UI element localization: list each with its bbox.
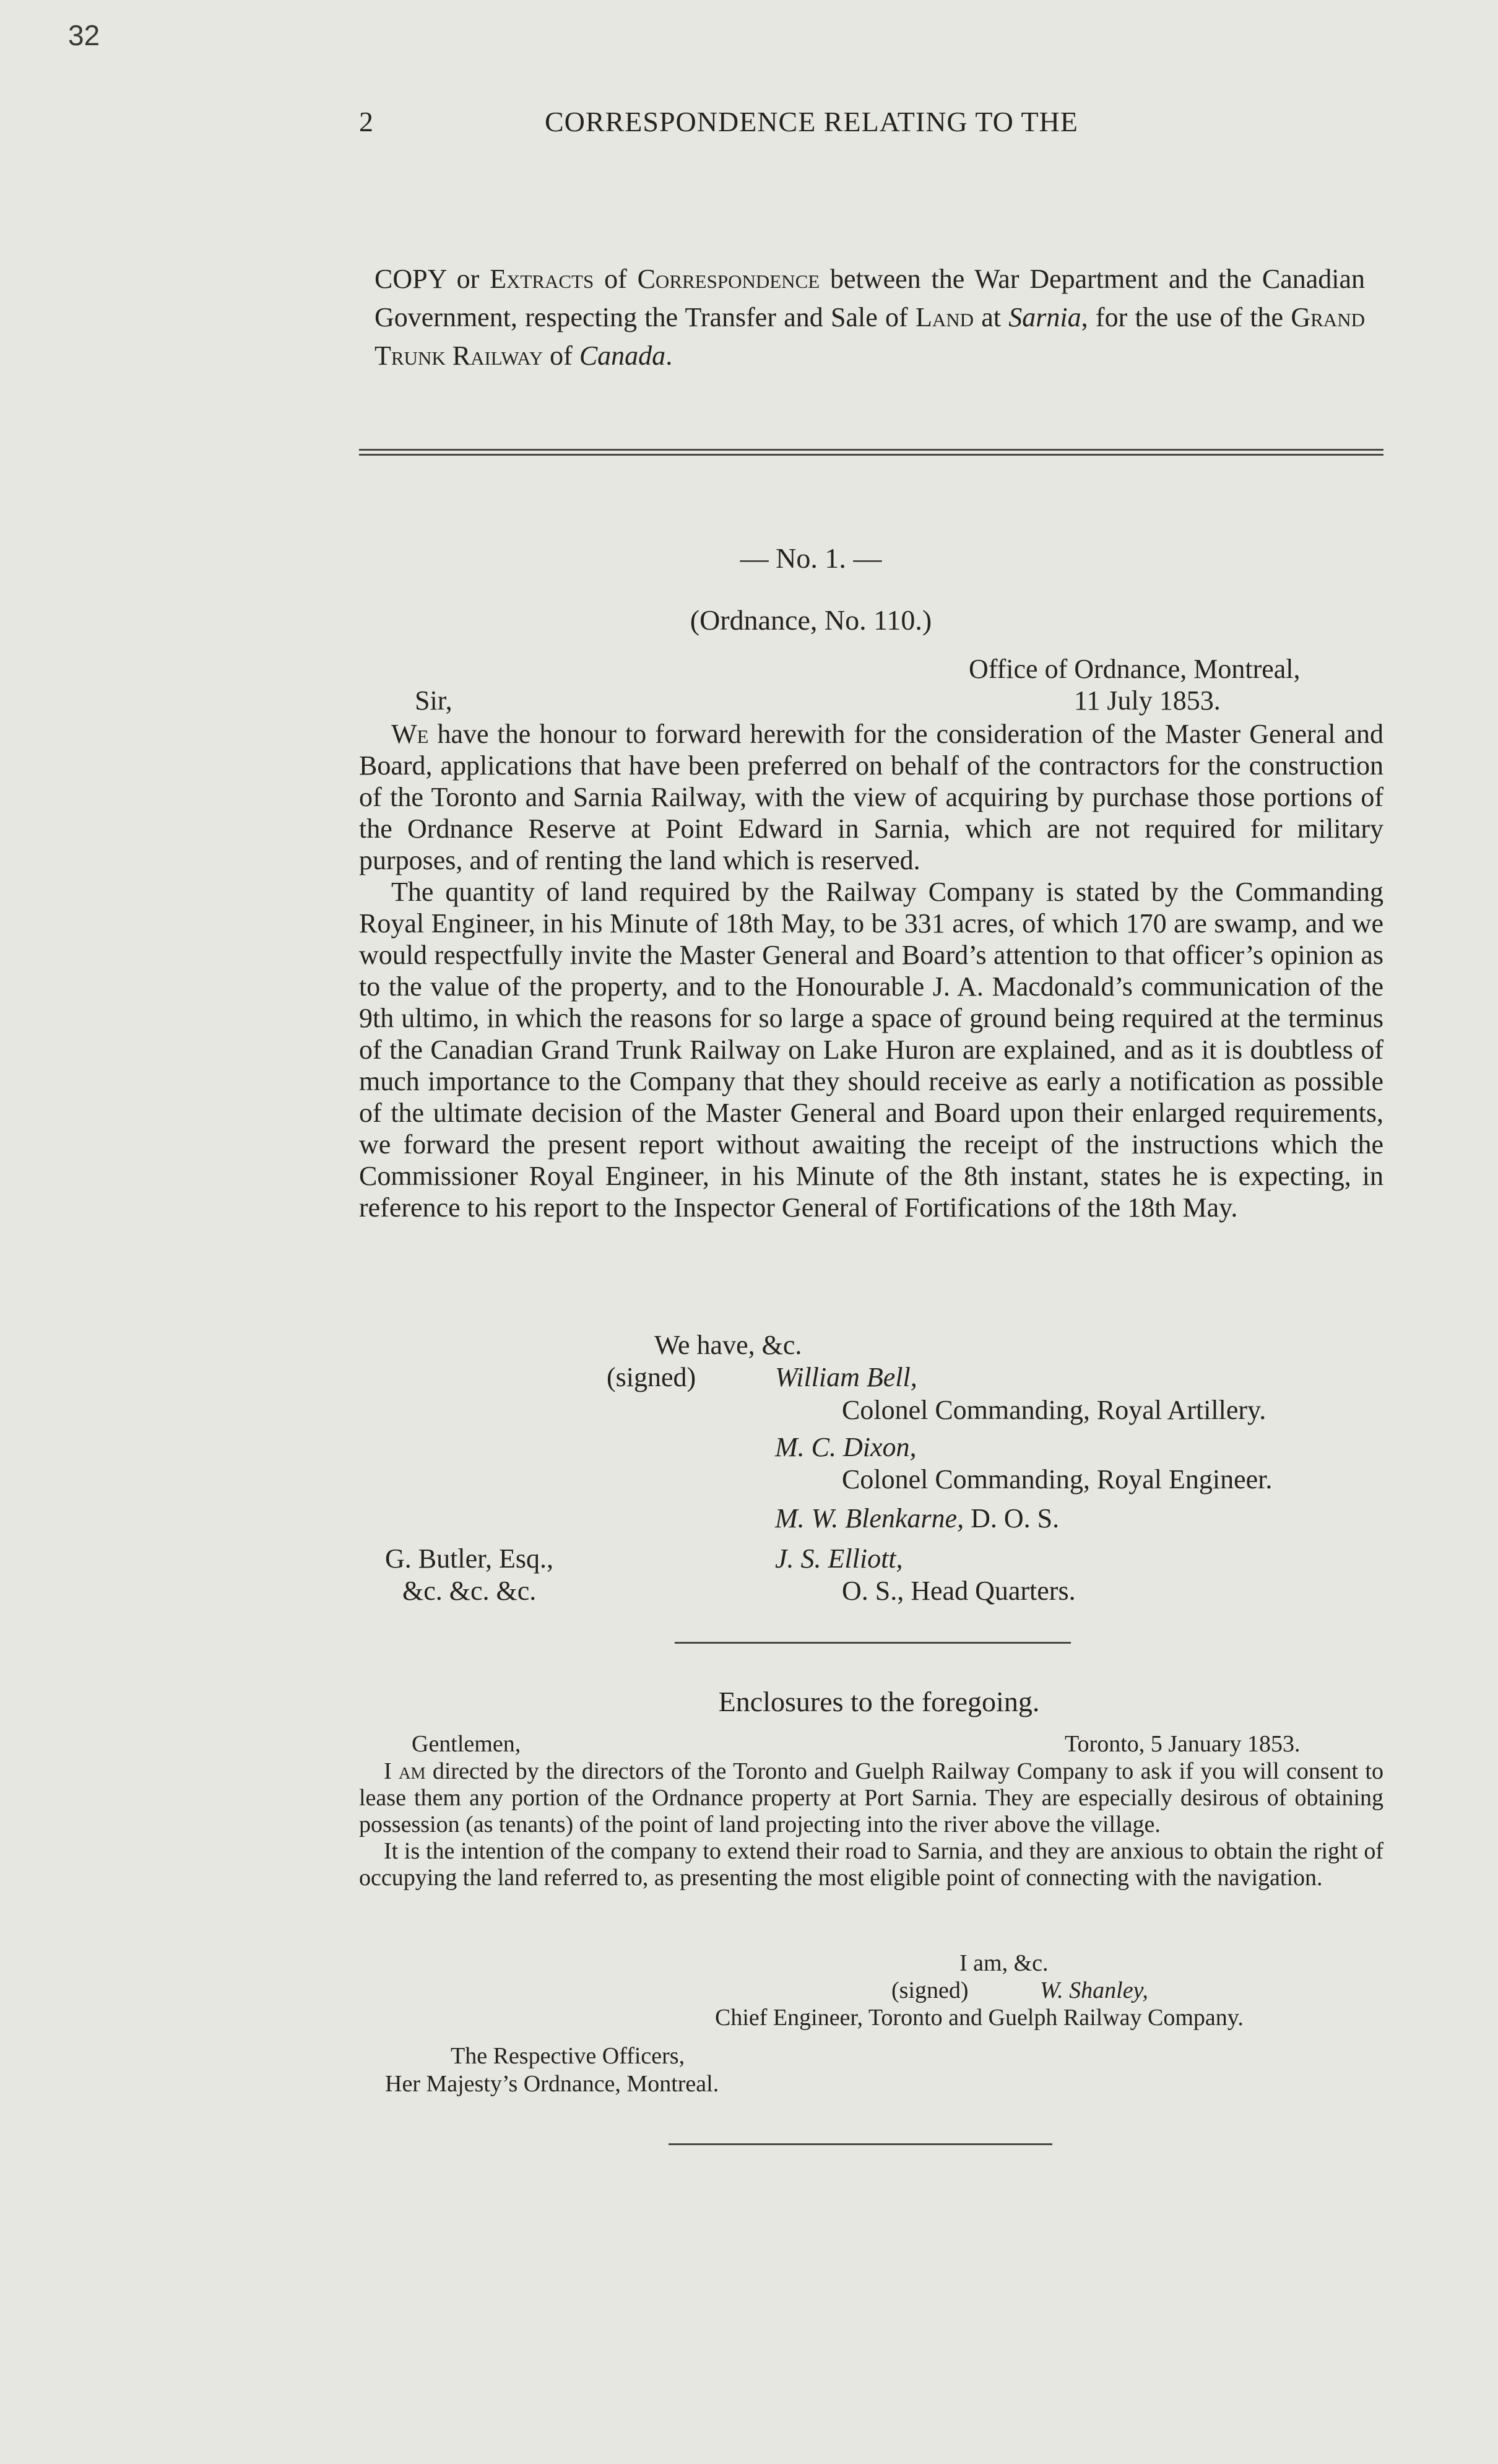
letter-paragraph: The quantity of land required by the Railway Company is stated by the Commanding Royal Engineer, in his Minute of 18th May, to be 331 acres, of which 170 are swamp, and we would respectfully invite the Master General and Board’s attention to that officer’s opinion as to the value of the property, and to the Honourable J. A. Macdonald’s communication of the 9th ultimo, in which the reasons for so large a space of ground being required at the terminus of the Canadian Grand Trunk Railway on Lake Huron are explained, and as it is doubtless of much importance to the Company that they should receive as early a notification as possible of the ultimate decision of the Master General and Board upon their enlarged requirements, we forward the present report without awaiting the receipt of the instructions which the Commissioner Royal Engineer, in his Minute of the 8th instant, states he is expecting, in reference to his report to the Inspector General of Fortifications of the 18th May. — [359, 877, 1383, 1223]
running-head — [359, 105, 1201, 138]
paragraph-lead: I am — [384, 1758, 426, 1784]
title-text: , for the use of the — [1081, 302, 1291, 332]
signatory-name: William Bell, — [775, 1362, 917, 1392]
enclosure-signatory-title: Chief Engineer, Toronto and Guelph Railway Company. — [715, 2005, 1244, 2031]
title-text: Correspondence — [637, 264, 820, 294]
signatory-name: J. S. Elliott, — [775, 1543, 903, 1574]
signatory-title: O. S., Head Quarters. — [842, 1576, 1076, 1606]
enclosure-signatory-name: W. Shanley, — [1040, 1977, 1148, 2003]
signatory-line — [775, 1501, 1059, 1536]
enclosure-paragraph — [359, 1758, 1383, 1838]
page-folio: 32 — [68, 19, 100, 51]
title-text: of — [543, 341, 579, 371]
title-text: Sarnia — [1008, 302, 1081, 332]
enclosure-heading: Enclosures to the foregoing. — [718, 1686, 1040, 1717]
title-text: . — [665, 341, 673, 371]
signatory-name: M. C. Dixon, — [775, 1432, 917, 1462]
enclosure-paragraph: It is the intention of the company to extend their road to Sarnia, and they are anxious to obtain the right of occupying the land referred to, as presenting the most eligible point of connecting with the navigation. — [359, 1838, 1383, 1891]
paragraph-lead: We — [391, 719, 429, 749]
enclosure-body — [359, 1758, 1383, 1891]
letter-date: 11 July 1853. — [1074, 685, 1221, 716]
title-text: of — [594, 264, 638, 294]
title-text: COPY or — [374, 264, 490, 294]
enclosure-addressee: Her Majesty’s Ordnance, Montreal. — [385, 2071, 719, 2097]
enclosure-signed-label: (signed) — [891, 1977, 969, 2003]
letter-closing: We have, &c. — [654, 1330, 802, 1360]
addressee: G. Butler, Esq., — [385, 1543, 553, 1574]
signed-label: (signed) — [607, 1362, 696, 1392]
letter-salutation: Sir, — [415, 685, 452, 716]
enclosure-salutation: Gentlemen, — [412, 1731, 521, 1757]
title-text: Land — [915, 302, 974, 332]
section-divider — [675, 1642, 1071, 1644]
signatory-title: Colonel Commanding, Royal Artillery. — [842, 1395, 1266, 1425]
title-text: between the War Department and the Canadian Government, respecting the Transfer and Sale of — [374, 264, 1366, 332]
running-page-number: 2 — [359, 106, 374, 137]
enclosure-addressee: The Respective Officers, — [451, 2043, 685, 2069]
signatory-title: Colonel Commanding, Royal Engineer. — [842, 1464, 1273, 1494]
running-head-title: CORRESPONDENCE RELATING TO THE — [545, 106, 1078, 137]
addressee: &c. &c. &c. — [402, 1576, 537, 1606]
document-title — [374, 260, 1365, 375]
letter-reference: (Ordnance, No. 110.) — [690, 604, 932, 636]
title-rule-bottom — [359, 454, 1383, 456]
letter-body — [359, 718, 1383, 1223]
letter-paragraph — [359, 718, 1383, 876]
title-rule-top — [359, 449, 1383, 451]
section-divider — [669, 2143, 1052, 2145]
paragraph-text: have the honour to forward herewith for the consideration of the Master General and Board, applications that have been preferred on behalf of the contractors for the construction of the Toronto and Sarnia Railway, with the view of acquiring by purchase those portions of the Ordnance Reserve at Point Edward in Sarnia, which are not required for military purposes, and of renting the land which is reserved. — [359, 719, 1383, 875]
enclosure-date: Toronto, 5 January 1853. — [1065, 1731, 1301, 1757]
letter-address: Office of Ordnance, Montreal, — [969, 654, 1301, 684]
letter-number: — No. 1. — — [740, 542, 882, 574]
enclosure-closing: I am, &c. — [959, 1950, 1049, 1976]
title-text: Canada — [579, 341, 666, 371]
signatory-name: M. W. Blenkarne, — [775, 1503, 964, 1533]
signatory-title: D. O. S. — [964, 1503, 1060, 1533]
title-text: Grand Trunk Railway — [374, 302, 1365, 371]
paragraph-text: directed by the directors of the Toronto and Guelph Railway Company to ask if you will consent to lease them any portion of the Ordnance property at Port Sarnia. They are especially desirous of obtaining possession (as tenants) of the point of land projecting into the river above the village. — [359, 1758, 1383, 1837]
title-text: at — [974, 302, 1009, 332]
title-text: Extracts — [490, 264, 594, 294]
